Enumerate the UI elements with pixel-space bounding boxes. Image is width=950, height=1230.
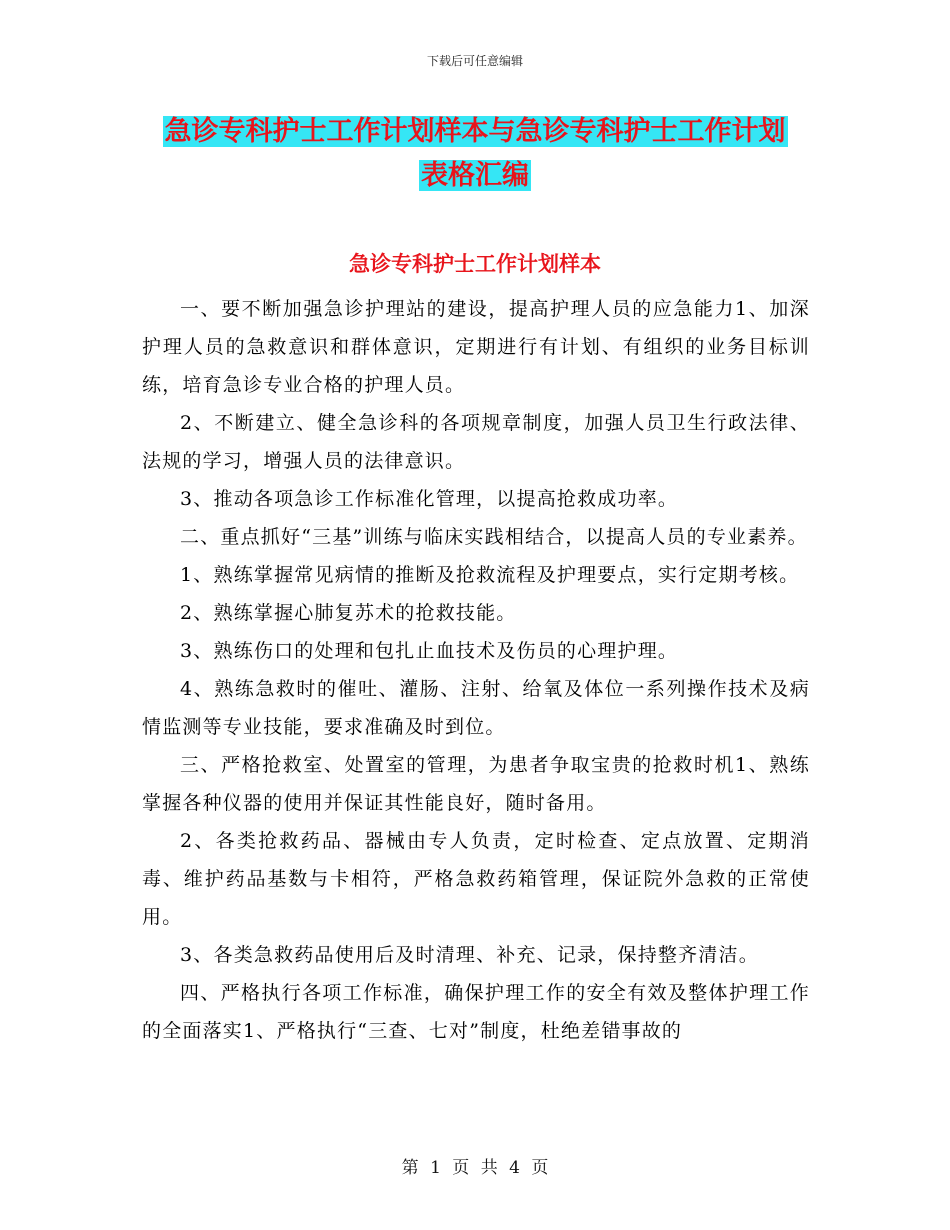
- paragraph: 四、严格执行各项工作标准，确保护理工作的安全有效及整体护理工作的全面落实1、严格执行“三查、七对”制度，杜绝差错事故的: [142, 982, 810, 1042]
- paragraph: 2、熟练掌握心肺复苏术的抢救技能。: [180, 602, 517, 624]
- header-note: 下载后可任意编辑: [426, 54, 523, 68]
- paragraph: 二、重点抓好“三基”训练与临床实践相结合，以提高人员的专业素养。: [180, 526, 808, 548]
- page-footer: 第 1 页 共 4 页: [401, 1158, 549, 1178]
- paragraph: 1、熟练掌握常见病情的推断及抢救流程及护理要点，实行定期考核。: [180, 564, 800, 586]
- title-line-1: 急诊专科护士工作计划样本与急诊专科护士工作计划: [164, 116, 786, 147]
- paragraph: 2、各类抢救药品、器械由专人负责，定时检查、定点放置、定期消毒、维护药品基数与卡相符，严格急救药箱管理，保证院外急救的正常使用。: [142, 830, 810, 928]
- paragraph: 一、要不断加强急诊护理站的建设，提高护理人员的应急能力1、加深护理人员的急救意识和群体意识，定期进行有计划、有组织的业务目标训练，培育急诊专业合格的护理人员。: [142, 298, 810, 396]
- paragraph: 3、推动各项急诊工作标准化管理，以提高抢救成功率。: [180, 488, 679, 510]
- paragraph: 三、严格抢救室、处置室的管理，为患者争取宝贵的抢救时机1、熟练掌握各种仪器的使用并保证其性能良好，随时备用。: [142, 754, 810, 814]
- document-title: [130, 110, 820, 198]
- paragraph: 4、熟练急救时的催吐、灌肠、注射、给氧及体位一系列操作技术及病情监测等专业技能，要求准确及时到位。: [142, 678, 810, 738]
- title-line-2: 表格汇编: [421, 160, 529, 191]
- section-heading: 急诊专科护士工作计划样本: [349, 252, 601, 276]
- paragraph: 3、熟练伤口的处理和包扎止血技术及伤员的心理护理。: [180, 640, 679, 662]
- paragraph: 3、各类急救药品使用后及时清理、补充、记录，保持整齐清洁。: [180, 944, 759, 966]
- paragraph: 2、不断建立、健全急诊科的各项规章制度，加强人员卫生行政法律、法规的学习，增强人员的法律意识。: [142, 412, 810, 472]
- body-text: [142, 290, 810, 1050]
